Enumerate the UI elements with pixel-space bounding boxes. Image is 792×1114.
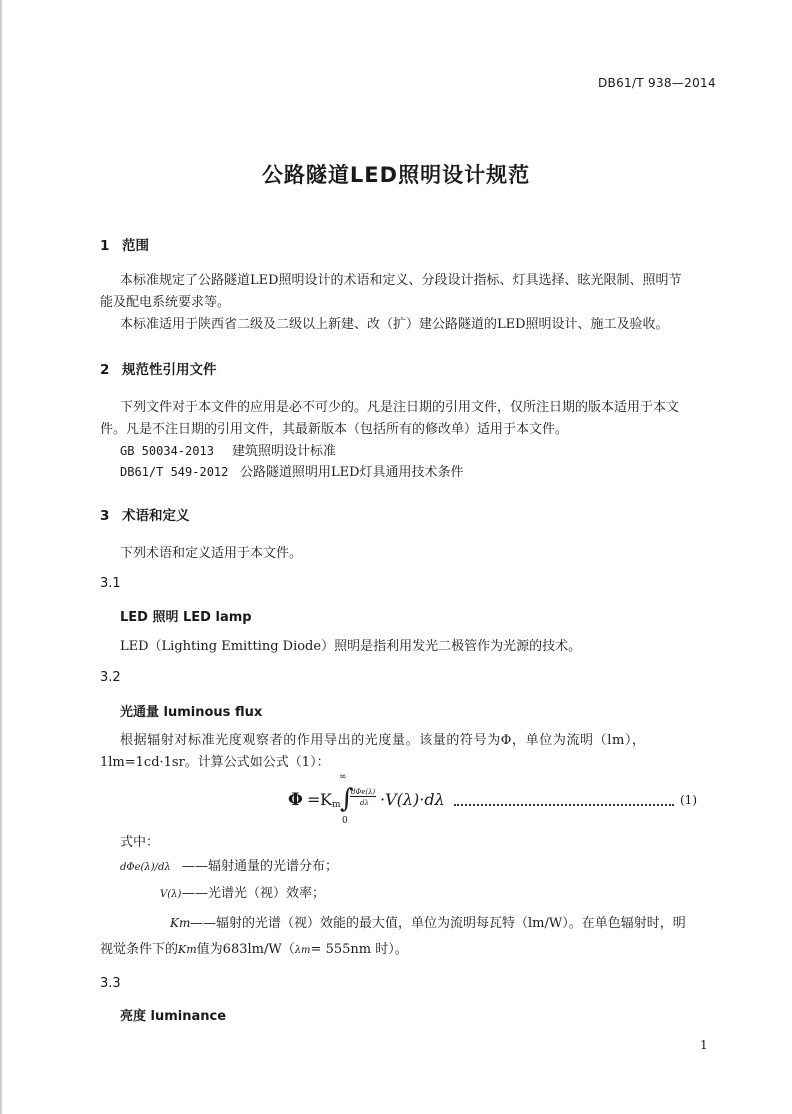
section-1-para-1-line-2: 能及配电系统要求等。 [100, 295, 231, 310]
section-1-title: 范围 [122, 238, 149, 254]
formula-tail: ·V(λ)·dλ [380, 790, 445, 809]
variable-continuation [100, 940, 408, 961]
reference-name: 公路隧道照明用LED灯具通用技术条件 [240, 465, 464, 480]
variable-description: ——光谱光（视）效率； [182, 886, 326, 901]
continuation-end: = 555nm 时）。 [310, 942, 408, 957]
section-3-intro: 下列术语和定义适用于本文件。 [120, 546, 303, 561]
continuation-symbol: Km [178, 943, 197, 956]
reference-code: DB61/T 549-2012 [120, 465, 229, 479]
term-3-1-title: LED 照明 LED lamp [120, 610, 252, 625]
section-3-title: 术语和定义 [122, 508, 190, 524]
variable-description: ——辐射的光谱（视）效能的最大值，单位为流明每瓦特（lm/W）。在单色辐射时，明 [190, 916, 686, 931]
section-1-para-1-line-1: 本标准规定了公路隧道LED照明设计的术语和定义、分段设计指标、灯具选择、眩光限制、照明节 [120, 273, 682, 288]
formula-equation-number: (1) [680, 793, 697, 807]
section-2-para-line-2: 件。凡是不注日期的引用文件，其最新版本（包括所有的修改单）适用于本文件。 [100, 422, 569, 437]
variable-row [170, 913, 686, 934]
page-number: 1 [700, 1038, 708, 1052]
section-3-heading [100, 504, 190, 524]
section-2-heading [100, 358, 217, 378]
reference-item [120, 441, 336, 462]
term-3-1-definition: LED（Lighting Emitting Diode）照明是指利用发光二极管作为光源的技术。 [120, 639, 582, 654]
where-label: 式中： [120, 835, 160, 850]
reference-item [120, 462, 464, 483]
continuation-middle: 值为683lm/W（ [196, 942, 295, 957]
formula-lhs: Φ [288, 790, 303, 810]
variable-row [160, 884, 325, 905]
luminous-flux-formula [288, 772, 708, 828]
term-3-3-title: 亮度 luminance [120, 1009, 227, 1024]
formula-fraction-denominator: dλ [360, 799, 369, 807]
section-2-para-line-1: 下列文件对于本文件的应用是必不可少的。凡是注日期的引用文件，仅所注日期的版本适用于本文 [120, 400, 680, 415]
formula-equals: = [307, 790, 321, 809]
variable-description: ——辐射通量的光谱分布； [182, 859, 339, 874]
variable-symbol: dΦe(λ)/dλ [120, 862, 171, 873]
section-2-number: 2 [100, 362, 110, 378]
section-1-para-2: 本标准适用于陕西省二级及二级以上新建、改（扩）建公路隧道的LED照明设计、施工及验收。 [120, 317, 669, 332]
variable-row [120, 857, 338, 878]
formula-fraction-numerator: dΦe(λ) [351, 788, 376, 796]
term-3-2-title: 光通量 luminous flux [120, 705, 263, 720]
formula-upper-limit: ∞ [339, 772, 347, 782]
section-2-title: 规范性引用文件 [122, 362, 217, 378]
term-3-1-number: 3.1 [100, 576, 121, 591]
reference-code: GB 50034-2013 [120, 444, 214, 458]
formula-dot-leader [454, 794, 674, 806]
term-3-2-number: 3.2 [100, 670, 121, 685]
document-title: 公路隧道LED照明设计规范 [261, 163, 531, 187]
continuation-lambda: λm [294, 945, 311, 956]
term-3-3-number: 3.3 [100, 976, 121, 991]
variable-symbol: V(λ) [160, 889, 182, 900]
section-3-number: 3 [100, 508, 110, 524]
integral-sign-icon: ∫ [340, 784, 354, 814]
formula-lower-limit: 0 [342, 816, 348, 826]
reference-name: 建筑照明设计标准 [232, 444, 337, 459]
formula-coefficient: K [320, 790, 332, 809]
section-1-heading [100, 234, 149, 254]
standard-code: DB61/T 938—2014 [598, 76, 716, 90]
continuation-prefix: 视觉条件下的 [100, 942, 179, 957]
formula-coefficient-subscript: m [332, 800, 341, 810]
variable-symbol: Km [170, 916, 191, 930]
term-3-2-def-line-2: 1lm=1cd·1sr。计算公式如公式（1）： [100, 755, 330, 770]
term-3-2-def-line-1: 根据辐射对标准光度观察者的作用导出的光度量。该量的符号为Φ，单位为流明（lm）， [120, 733, 646, 748]
section-1-number: 1 [100, 238, 110, 254]
